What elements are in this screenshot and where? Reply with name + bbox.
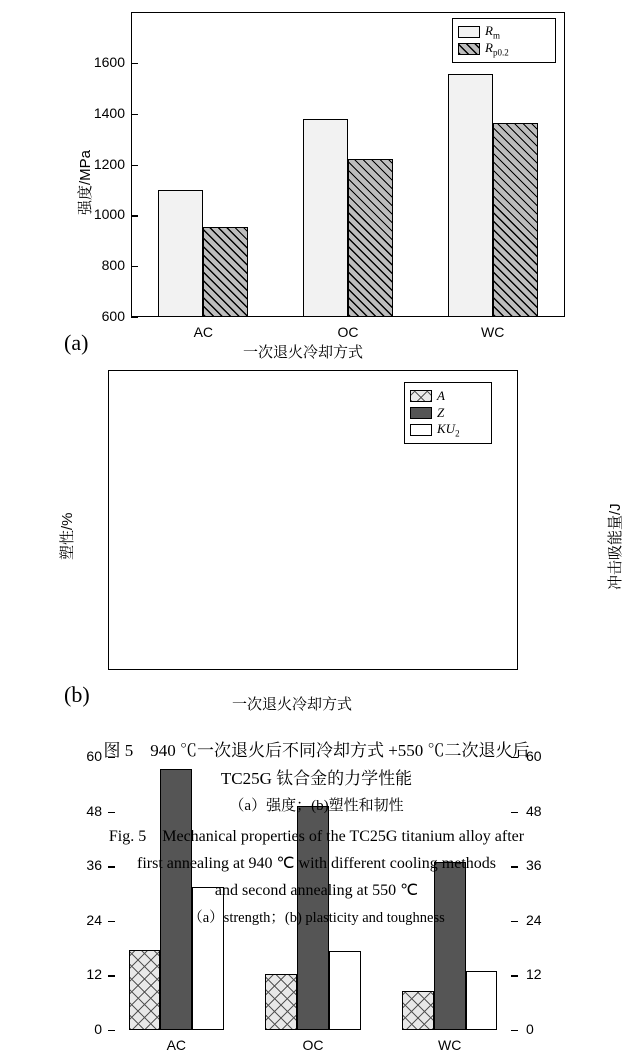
- x-axis-title-b: 一次退火冷却方式: [232, 696, 353, 713]
- panel-tag-a: (a): [64, 330, 89, 355]
- y-tick-label: 60: [86, 748, 102, 765]
- bar-KU2-OC: [329, 951, 361, 1030]
- x-tick-label: WC: [480, 324, 505, 340]
- x-tick-label: AC: [193, 324, 214, 340]
- bar-KU2-WC: [466, 971, 498, 1030]
- y-tick-label-right: 60: [526, 748, 542, 765]
- bar-Rp02-WC: [493, 123, 538, 317]
- legend-item: [410, 388, 485, 404]
- caption-en-line4: （a）strength；(b) plasticity and toughness: [188, 910, 445, 926]
- x-axis-title-a: 一次退火冷却方式: [243, 344, 364, 361]
- y-axis-title-right-b: 冲击吸能量/J: [607, 503, 624, 590]
- y-tick-mark: [131, 317, 138, 318]
- y-tick-label: 36: [86, 857, 102, 874]
- x-tick-label: WC: [437, 1037, 462, 1053]
- chart-panel-a: [0, 0, 633, 360]
- y-tick-mark-right: [511, 1030, 518, 1031]
- legend-label-ku2: $KU_2$: [437, 421, 460, 439]
- legend-swatch-ku2: [410, 424, 432, 436]
- legend-label-rm: $R_m$: [485, 23, 500, 41]
- legend-swatch-a: [410, 390, 432, 402]
- bar-Rp02-OC: [348, 159, 393, 317]
- bar-Rm-OC: [303, 119, 348, 317]
- y-tick-label-right: 12: [526, 966, 542, 983]
- y-tick-mark: [131, 266, 138, 267]
- y-tick-label: 800: [101, 257, 125, 274]
- legend-item: [458, 41, 549, 57]
- legend-label-rp02: $R_{p0.2}$: [485, 40, 509, 58]
- bar-Rm-WC: [448, 74, 493, 317]
- caption-en-line3: and second annealing at 550 ℃: [214, 882, 419, 899]
- caption-en-line1: Fig. 5 Mechanical properties of the TC25G titanium alloy after: [108, 828, 525, 845]
- y-tick-label: 12: [86, 966, 102, 983]
- bar-A-WC: [402, 991, 434, 1030]
- y-tick-label: 1200: [93, 155, 125, 172]
- y-tick-mark: [108, 1030, 115, 1031]
- caption-en-line2: first annealing at 940 ℃ with different cooling methods: [137, 855, 496, 872]
- legend-swatch-z: [410, 407, 432, 419]
- y-tick-label-right: 24: [526, 911, 542, 928]
- x-tick-label: OC: [302, 1037, 324, 1053]
- x-tick-label: AC: [166, 1037, 187, 1053]
- y-tick-label: 0: [94, 1021, 102, 1037]
- legend-label-a: A: [437, 388, 445, 403]
- y-tick-label-right: 0: [526, 1021, 534, 1037]
- panel-tag-b: (b): [64, 682, 90, 707]
- y-tick-mark: [108, 975, 115, 976]
- legend-item: [458, 24, 549, 40]
- bar-Rp02-AC: [203, 227, 248, 317]
- legend-a: [452, 18, 556, 63]
- y-tick-mark: [131, 215, 138, 216]
- legend-item: [410, 422, 485, 438]
- bar-Rm-AC: [158, 190, 203, 317]
- bar-A-AC: [129, 950, 161, 1030]
- caption-cn-line1: 图 5 940 ℃一次退火后不同冷却方式 +550 ℃二次退火后: [103, 741, 530, 760]
- legend-item: [410, 405, 485, 421]
- caption-cn-line2: TC25G 钛合金的力学性能: [220, 769, 413, 788]
- y-tick-mark: [131, 165, 138, 166]
- y-tick-label-right: 36: [526, 857, 542, 874]
- bar-A-OC: [265, 974, 297, 1030]
- y-axis-title-a: 强度/MPa: [77, 149, 94, 215]
- y-axis-title-b: 塑性/%: [59, 512, 76, 560]
- y-tick-label: 48: [86, 802, 102, 819]
- y-tick-mark: [131, 114, 138, 115]
- y-tick-label: 24: [86, 911, 102, 928]
- x-tick-label: OC: [337, 324, 359, 340]
- legend-b: [404, 382, 492, 444]
- legend-swatch-rm: [458, 26, 480, 38]
- y-tick-mark-right: [511, 975, 518, 976]
- caption-cn-line3: （a）强度；(b)塑性和韧性: [229, 798, 404, 814]
- y-tick-label: 1600: [93, 53, 125, 70]
- y-tick-label: 1000: [93, 206, 125, 223]
- y-tick-label-right: 48: [526, 802, 542, 819]
- legend-label-z: Z: [437, 405, 445, 420]
- y-tick-label: 1400: [93, 104, 125, 121]
- y-tick-label: 600: [101, 308, 125, 324]
- legend-swatch-rp02: [458, 43, 480, 55]
- y-tick-mark: [131, 63, 138, 64]
